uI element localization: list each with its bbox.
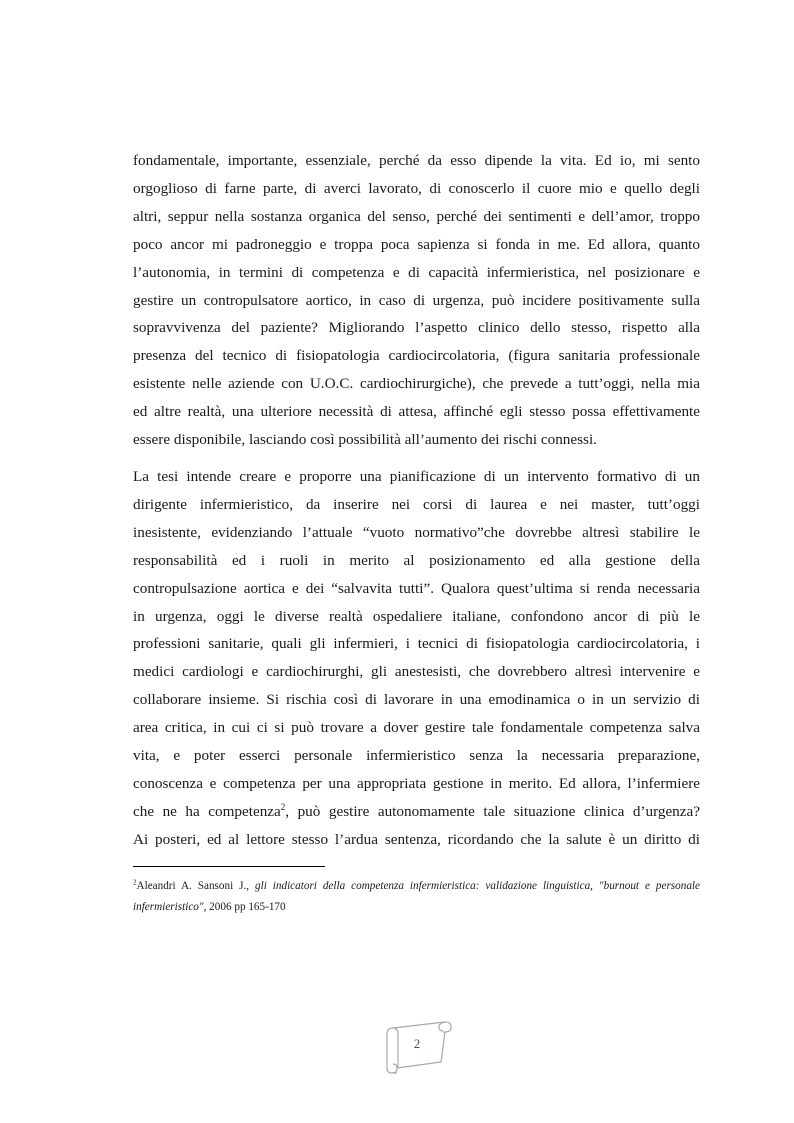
- text-line: Ai posteri, ed al lettore stesso l’ardua sentenza, ricordando che la salute è un diritto di: [133, 830, 700, 848]
- page-number: 2: [413, 1036, 421, 1051]
- text-line: inesistente, evidenziando l’attuale “vuoto normativo”che dovrebbe altresì stabilire le: [133, 523, 700, 541]
- text-line: conoscenza e competenza per una appropriata gestione in merito. Ed allora, l’infermiere: [133, 774, 700, 792]
- text-line: dirigente infermieristico, da inserire nei corsi di laurea e nei master, tutt’oggi: [133, 495, 700, 513]
- body-paragraph-1: [133, 147, 700, 454]
- text-line: esistente nelle aziende con U.O.C. cardiochirurgiche), che prevede a tutt’oggi, nella mia: [133, 375, 700, 393]
- footnote-author: Aleandri A. Sansoni J.,: [136, 880, 256, 892]
- text-line: orgoglioso di farne parte, di averci lavorato, di conoscerlo il cuore mio e quello degli: [133, 179, 700, 197]
- text-line: medici cardiologi e cardiochirurghi, gli anestesisti, che dovrebbero altresì intervenire e: [133, 663, 700, 681]
- body-paragraph-2: [133, 463, 700, 854]
- text-line: in urgenza, oggi le diverse realtà ospedaliere italiane, confondono ancor di più le: [133, 607, 700, 625]
- footnote-marker: 2: [133, 878, 137, 887]
- text-line: poco ancor mi padroneggio e troppa poca sapienza si fonda in me. Ed allora, quanto: [133, 235, 700, 253]
- text-line: vita, e poter esserci personale infermieristico senza la necessaria preparazione,: [133, 747, 700, 765]
- text-line: La tesi intende creare e proporre una pianificazione di un intervento formativo di un: [133, 468, 700, 485]
- text-line: responsabilità ed i ruoli in merito al posizionamento ed alla gestione della: [133, 551, 700, 569]
- text-line: essere disponibile, lasciando così possibilità all’aumento dei rischi connessi.: [133, 431, 597, 449]
- footnote-separator: [133, 866, 325, 867]
- text-line: ed altre realtà, una ulteriore necessità di attesa, affinché egli stesso possa effettivamente: [133, 403, 700, 421]
- footnote-title: gli indicatori della competenza infermieristica: validazione linguistica, "burnout e personale infermieristico",: [133, 880, 701, 913]
- text-line: contropulsazione aortica e dei “salvavita tutti”. Qualora quest’ultima si renda necessaria: [133, 579, 700, 597]
- page-number-scroll: [379, 1018, 455, 1076]
- text-line: sopravvivenza del paziente? Migliorando l’aspetto clinico dello stesso, rispetto alla: [133, 319, 700, 337]
- text-segment: che ne ha competenza: [133, 802, 281, 820]
- text-line: area critica, in cui ci si può trovare a dover gestire tale fondamentale competenza salva: [133, 719, 700, 737]
- text-line: gestire un contropulsatore aortico, in caso di urgenza, può incidere positivamente sulla: [133, 291, 700, 309]
- text-line: presenza del tecnico di fisiopatologia cardiocircolatoria, (figura sanitaria professionale: [133, 347, 700, 365]
- footnote-details: 2006 pp 165-170: [206, 901, 286, 913]
- text-line: l’autonomia, in termini di competenza e di capacità infermieristica, nel posizionare e: [133, 263, 700, 281]
- text-line: altri, seppur nella sostanza organica del senso, perché dei sentimenti e dell’amor, troppo: [133, 207, 700, 225]
- text-segment: , può gestire autonomamente tale situazione clinica d’urgenza?: [285, 802, 700, 820]
- text-line: collaborare insieme. Si rischia così di lavorare in una emodinamica o in un servizio di: [133, 691, 700, 709]
- text-line-with-footnote-ref: [133, 798, 700, 826]
- footnote: [133, 876, 700, 918]
- text-line: fondamentale, importante, essenziale, perché da esso dipende la vita. Ed io, mi sento: [133, 152, 700, 169]
- footnote-reference[interactable]: 2: [280, 801, 286, 812]
- text-line: professioni sanitarie, quali gli infermieri, i tecnici di fisiopatologia cardiocircolatoria, i: [133, 635, 700, 653]
